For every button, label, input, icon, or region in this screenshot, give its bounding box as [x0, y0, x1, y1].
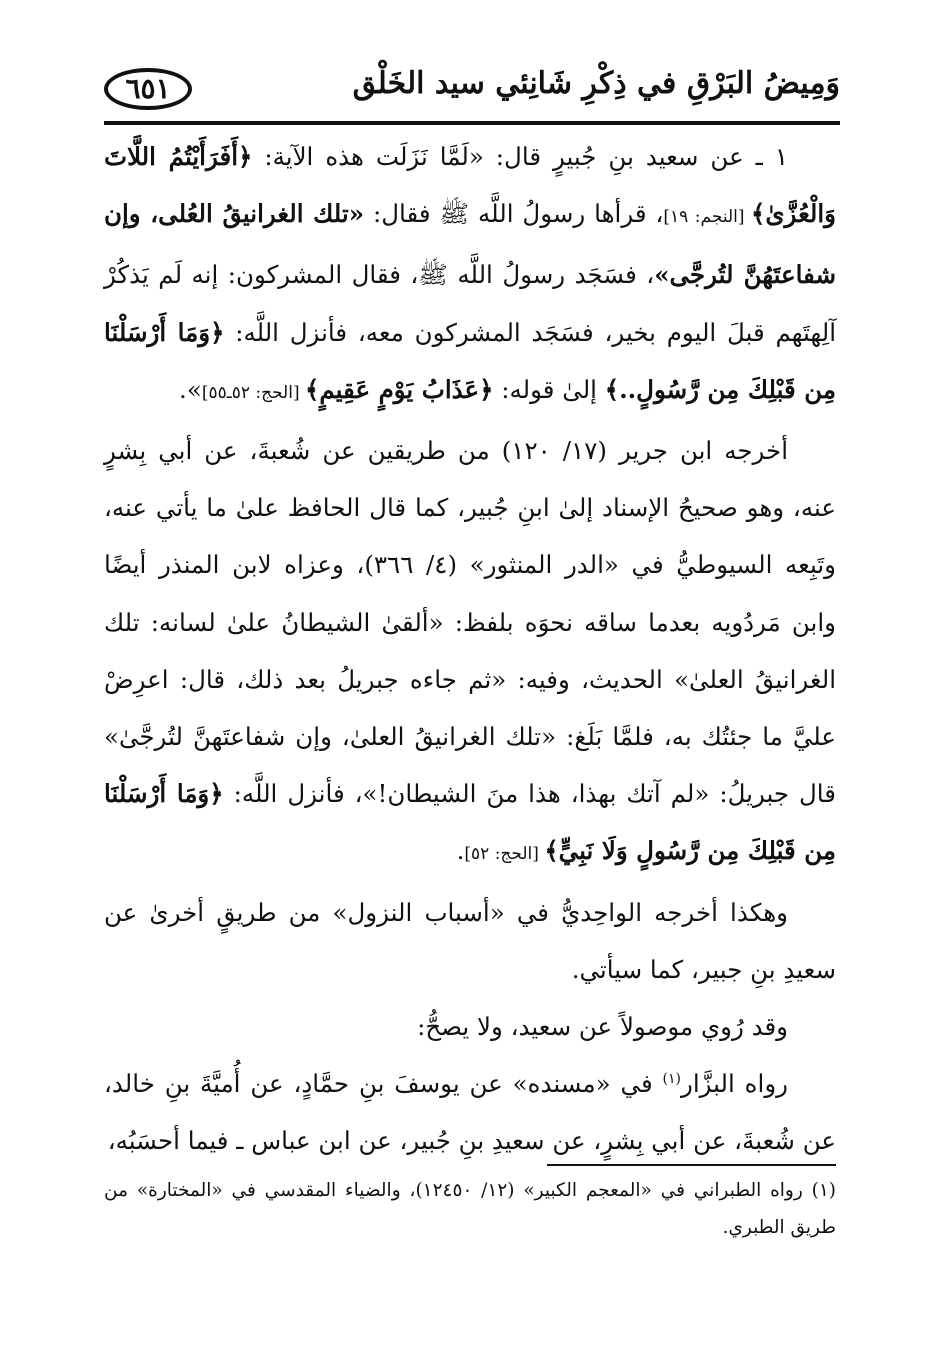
text-span: أخرجه ابن جرير (١٧/ ١٢٠) من طريقين عن شُعبةَ، عن أبي بِشرٍ عنه، وهو صحيحُ الإسناد إلىٰ ابنِ جُبير، كما قال الحافظ علىٰ ما يأتي عنه، وتَبِعه السيوطيُّ في «الدر المنثور» (٤/ ٣٦٦)، وعزاه لابن المنذر أيضًا وابن مَردُويه بعدما ساقه نحوَه بلفظ: «ألقىٰ الشيطانُ علىٰ لسانه: تلك الغرانيقُ العلىٰ» الحديث، وفيه: «ثم جاءه جبريلُ بعد ذلك، قال: اعرِضْ عليَّ ما جئتُك به، فلمَّا بَلَغ: «تلك الغرانيقُ العلىٰ، وإن شفاعتَهنَّ لتُرجَّىٰ» قال جبريلُ: «لم آتك بهذا، هذا منَ الشيطان!»، فأنزل اللَّه:: [104, 436, 837, 809]
running-title: وَمِيضُ البَرْقِ في ذِكْرِ شَانِئي سيد الخَلْق: [352, 66, 840, 101]
quran-quote: ﴿وَمَا أَرْسَلْنَا مِن قَبْلِكَ مِن رَّسُولٍ..﴾: [104, 317, 836, 404]
paragraph-3: وهكذا أخرجه الواحِديُّ في «أسباب النزول» من طريقٍ أخرىٰ عن سعيدِ بنِ جبير، كما سيأتي.: [104, 897, 836, 984]
text-span: ».: [179, 374, 202, 404]
footnote-marker[interactable]: (١): [662, 1071, 681, 1088]
paragraph-5: [104, 1055, 836, 1169]
footnote: (١) رواه الطبراني في «المعجم الكبير» (١٢/ ١٢٤٥٠)، والضياء المقدسي في «المختارة» من طريق الطبري.: [104, 1180, 836, 1238]
paragraph-1: [104, 128, 836, 422]
page-header: [104, 58, 840, 120]
verse-reference: [الحج: ٥٢ـ٥٥]: [201, 382, 305, 403]
text-span: .: [456, 836, 465, 866]
main-text: [104, 128, 836, 1170]
text-span: ، قرأها رسولُ اللَّه ﷺ فقال:: [364, 199, 664, 229]
quran-quote: ﴿وَمَا أَرْسَلْنَا مِن قَبْلِكَ مِن رَّسُولٍ وَلَا نَبِيٍّ﴾: [104, 779, 836, 866]
paragraph-4: وقد رُوي موصولاً عن سعيد، ولا يصحُّ:: [417, 1012, 788, 1042]
footnote-rule: [547, 1164, 836, 1166]
quran-quote: ﴿أَفَرَأَيْتُمُ اللَّاتَ وَالْعُزَّىٰ﴾: [104, 142, 836, 229]
paragraph-2: [104, 422, 836, 884]
text-span: في «مسنده» عن يوسفَ بنِ حمَّادٍ، عن أُميَّةَ بنِ خالد، عن شُعبةَ، عن أبي بِشرٍ، عن سعيدِ بنِ جُبير، عن ابن عباس ـ فيما أحسَبُه،: [104, 1069, 836, 1156]
header-rule: [104, 121, 840, 125]
text-span: ، فسَجَد رسولُ اللَّه ﷺ، فقال المشركون: إنه لَم يَذكُرْ آلِهتَهم قبلَ اليوم بخير، فسَجَد المشركون معه، فأنزل اللَّه:: [104, 260, 836, 347]
verse-reference: [النجم: ١٩]: [663, 207, 752, 228]
verse-reference: [الحج: ٥٢]: [464, 844, 545, 865]
text-span: ١ ـ عن سعيد بنِ جُبيرٍ قال: «لَمَّا نَزَلَت هذه الآية:: [252, 142, 788, 171]
quran-quote: ﴿عَذَابُ يَوْمٍ عَقِيمٍ﴾: [305, 374, 494, 404]
text-span: رواه البزَّار: [681, 1069, 788, 1099]
bold-quote: «تلك الغرانيقُ العُلى، وإن شفاعتَهُنَّ لتُرجَّى»: [104, 199, 836, 290]
text-span: إلىٰ قوله:: [493, 374, 605, 404]
page-number: ٦٥١: [104, 68, 192, 110]
